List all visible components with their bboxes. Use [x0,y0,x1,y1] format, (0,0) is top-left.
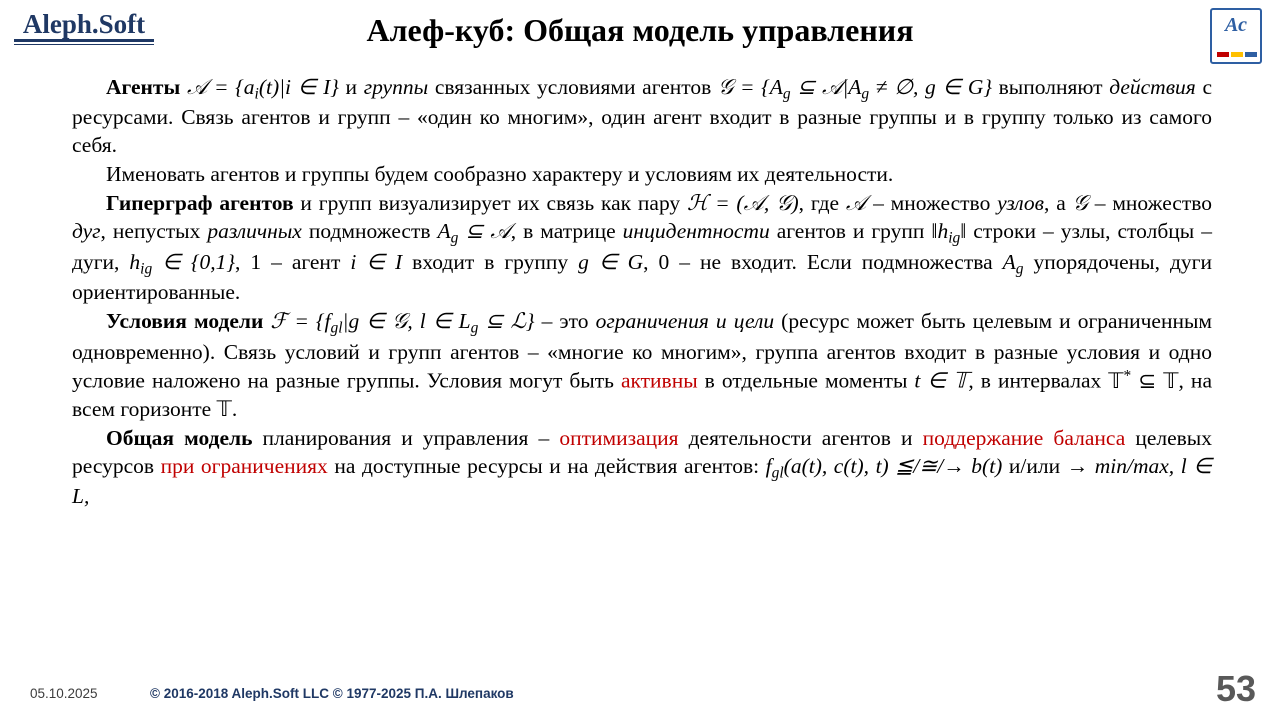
agents-text-3: выполняют [991,75,1110,99]
conditions-red-active: активны [620,369,698,394]
model-red-optimization: оптимизация [559,426,679,451]
paragraph-general-model [72,425,1212,511]
agents-text-2: связанных условиями агентов [428,75,718,99]
agents-math-g-sub: g [782,85,791,103]
hypergraph-em-nodes: узлов [997,191,1044,216]
agents-math-g: 𝒢 = {A [717,75,783,99]
hypergraph-math-ag-sub: g [450,229,459,247]
conditions-math-f-sub2: g [470,319,479,337]
hypergraph-math-hig-sub: ig [140,259,153,277]
hypergraph-text-3: – множество [866,191,998,216]
hypergraph-text-8: , в матрице [510,219,623,244]
conditions-text-2: (ресурс может быть целевым и ограниченным одновременно). Связь условий и групп агентов – «многие ко многим», группа агентов входит в разные условия и одно условие наложено на разные группы. Условия могут быть [72,309,1213,394]
hypergraph-math-hig-rest: ∈ {0,1} [152,249,235,274]
cube-bar-blue [1245,52,1257,57]
company-logo[interactable] [14,10,154,45]
hypergraph-text-13: , 0 – не входит. Если подмножества [643,249,1003,274]
agents-math-a: 𝒜 = {a [186,75,255,99]
hypergraph-math-h-matrix-rest: ‖ [960,219,967,244]
hypergraph-text-2: , где [798,191,846,216]
model-text-3: целевых ресурсов [72,426,1212,478]
conditions-math-f-rest: |g ∈ 𝒢, l ∈ L [342,309,471,334]
agents-em-groups: группы [363,75,429,99]
slide-body [72,74,1212,512]
cube-bar-yellow [1231,52,1243,57]
model-red-constraints: при ограничениях [160,453,328,478]
hypergraph-math-a: 𝒜 [845,191,867,216]
model-lead: Общая модель [106,426,253,451]
model-red-balance: поддержание баланса [922,426,1126,451]
hypergraph-math-ag2-sub: g [1015,259,1024,277]
hypergraph-math-i: i ∈ I [350,249,403,274]
hypergraph-text-6: , непустых [100,219,208,244]
hypergraph-math-ag-rest: ⊆ 𝒜 [458,219,511,244]
hypergraph-math-ag: A [437,219,451,244]
hypergraph-em-incidence: инцидентности [622,219,770,244]
aleph-cube-letters: Ас [1225,14,1247,36]
model-text-1: планирования и управления – [252,426,560,451]
hypergraph-math-h-matrix: ‖h [931,219,949,244]
paragraph-naming: Именовать агентов и группы будем сообразно характеру и условиям их деятельности. [106,162,894,187]
cube-bar-red [1217,52,1229,57]
paragraph-hypergraph [72,190,1212,307]
agents-text-1: и [338,75,364,99]
hypergraph-em-distinct: различных [207,219,302,244]
conditions-lead: Условия модели [106,309,264,334]
conditions-math-tt-sup: * [1123,367,1132,385]
conditions-math-f-rest2: ⊆ ℒ} [478,309,535,334]
conditions-math-t: t ∈ 𝕋 [914,369,969,394]
agents-math-a-rest: (t)|i ∈ I} [258,75,339,99]
conditions-math-f: ℱ = {f [263,309,331,334]
slide-footer [0,668,1280,712]
footer-copyright: © 2016-2018 Aleph.Soft LLC © 1977-2025 П.А. Шлепаков [150,686,514,701]
conditions-text-1: – это [534,309,596,334]
model-text-2: деятельности агентов и [678,426,923,451]
hypergraph-text-4: , а [1044,191,1073,216]
hypergraph-text-5: – множество [1087,191,1212,216]
logo-underline [14,39,154,42]
page-number: 53 [1215,668,1256,709]
conditions-text-5: , на всем горизонте [72,369,1212,422]
footer-date: 05.10.2025 [30,686,98,701]
conditions-math-tt: 𝕋 [1108,369,1124,394]
model-math-f-sub: gl [771,464,784,482]
agents-math-g-sub2: g [861,85,870,103]
page-title: Алеф-куб: Общая модель управления [366,12,914,48]
hypergraph-text-12: входит в группу [402,249,579,274]
agents-em-actions: действия [1109,75,1196,99]
conditions-math-f-sub: gl [330,319,343,337]
model-text-5: и/или [1002,453,1067,478]
logo-underline-thin [14,44,154,45]
hypergraph-math-hig: h [129,249,141,274]
conditions-text-4: , в интервалах [968,369,1109,394]
hypergraph-math-h: ℋ = (𝒜, 𝒢) [687,191,799,216]
paragraph-conditions [72,308,1212,424]
agents-math-a-sub: i [254,85,259,103]
hypergraph-math-h-matrix-sub: ig [948,229,961,247]
hypergraph-text-11: , 1 – агент [234,249,351,274]
conditions-math-horizon: 𝕋 [216,397,232,422]
model-math-f-rest: (a(t), c(t), t) ≦/≅/→ b(t) [783,453,1003,478]
conditions-math-tt-rest: ⊆ 𝕋 [1131,369,1179,394]
paragraph-agents [72,74,1212,160]
hypergraph-text-14: упорядочены, дуги ориентированные. [72,249,1212,305]
hypergraph-math-g: 𝒢 [1072,191,1088,216]
agents-math-g-rest: ⊆ 𝒜|A [790,75,862,99]
model-math-f: f [765,453,772,478]
hypergraph-text-1: и групп визуализирует их связь как пару [293,191,688,216]
hypergraph-lead: Гиперграф агентов [106,191,294,216]
hypergraph-math-gg: g ∈ G [578,249,644,274]
hypergraph-text-9: агентов и групп [769,219,932,244]
model-math-minmax: → min/max, l ∈ L, [72,453,1212,509]
conditions-em-limits: ограничения и цели [595,309,775,334]
aleph-cube-icon[interactable] [1210,8,1262,64]
hypergraph-text-10: строки – узлы, столбцы – дуги, [72,219,1212,274]
conditions-text-3: в отдельные моменты [697,369,915,394]
hypergraph-text-7: подмножеств [301,219,438,244]
agents-text-4: с ресурсами. Связь агентов и групп – «один ко многим», один агент входит в разные группы и в группу только из самого себя. [72,75,1212,158]
agents-lead: Агенты [106,75,181,99]
hypergraph-math-ag2: A [1002,249,1016,274]
hypergraph-em-arcs: дуг [72,219,101,244]
conditions-text-6: . [231,397,238,422]
agents-math-g-rest2: ≠ ∅, g ∈ G} [869,75,992,99]
model-text-4: на доступные ресурсы и на действия агентов: [327,453,766,478]
company-logo-text: Aleph.Soft [22,9,146,39]
